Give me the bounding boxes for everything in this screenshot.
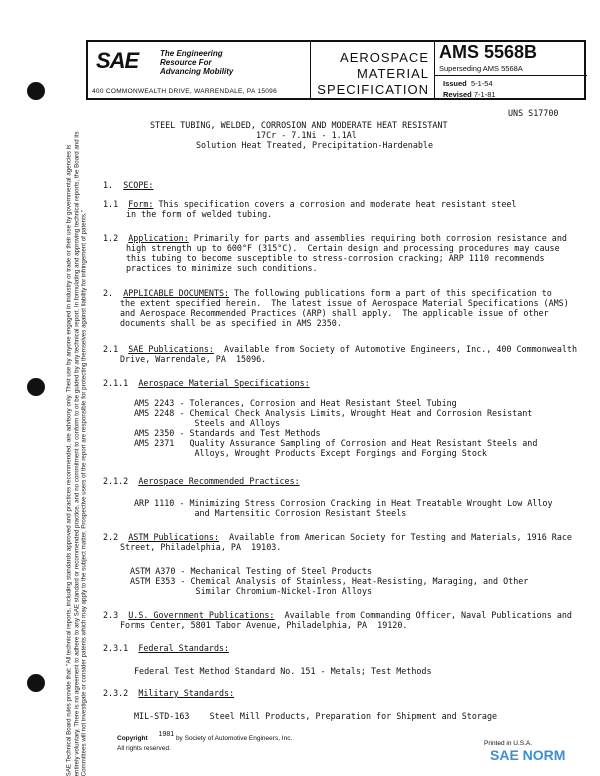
spec-header: [86, 40, 586, 100]
section-2-3-line: Forms Center, 5801 Tabor Avenue, Philadelphia, PA 19120.: [120, 620, 408, 630]
doc-type: AEROSPACE MATERIAL SPECIFICATION: [310, 42, 435, 100]
ams-list-item: Steels and Alloys: [134, 418, 281, 428]
spec-number: AMS 5568B: [439, 42, 538, 62]
astm-list-item: ASTM A370 - Mechanical Testing of Steel Products: [130, 566, 373, 576]
section-2-2: 2.2 ASTM Publications: Available from American Society for Testing and Materials, 1916 Race: [103, 532, 572, 542]
copyright: Copyright 1981 by Society of Automotive Engineers, Inc. All rights reserved.: [117, 731, 293, 752]
arp-list-item: and Martensitic Corrosion Resistant Steels: [134, 508, 407, 518]
issued-date: Issued 5-1-54: [443, 79, 493, 88]
punch-hole-top: [27, 82, 45, 100]
punch-hole-middle: [27, 378, 45, 396]
uns-number: UNS S17700: [508, 108, 559, 118]
ams-list-item: AMS 2350 - Standards and Test Methods: [134, 428, 321, 438]
section-2-1-1: 2.1.1 Aerospace Material Specifications:: [103, 378, 310, 388]
ams-list-item: AMS 2243 - Tolerances, Corrosion and Heat Resistant Steel Tubing: [134, 398, 457, 408]
ams-list-item: AMS 2371 Quality Assurance Sampling of Corrosion and Heat Resistant Steels and: [134, 438, 538, 448]
spec-id-cell: [434, 42, 587, 100]
supersedes: Superseding AMS 5568A: [439, 64, 523, 73]
arp-list-item: ARP 1110 - Minimizing Stress Corrosion Cracking in Heat Treatable Wrought Low Alloy: [134, 498, 553, 508]
section-2: 2. APPLICABLE DOCUMENTS: The following publications form a part of this specification to: [103, 288, 552, 298]
section-2-line: documents shall be as specified in AMS 2350.: [120, 318, 342, 328]
section-1-2-line: this tubing to become susceptible to stress-corrosion cracking; ARP 1110 recommends: [126, 253, 545, 263]
sae-logo: SAE: [96, 48, 139, 73]
section-2-3-2: 2.3.2 Military Standards:: [103, 688, 235, 698]
tagline: The Engineering Resource For Advancing Mobility: [160, 49, 234, 76]
section-2-3: 2.3 U.S. Government Publications: Available from Commanding Officer, Naval Publications and: [103, 610, 572, 620]
section-1-1-cont: in the form of welded tubing.: [126, 209, 273, 219]
section-1-1: 1.1 Form: This specification covers a corrosion and moderate heat resistant steel: [103, 199, 517, 209]
divider: [435, 75, 587, 76]
logo-cell: [88, 42, 310, 100]
address: 400 COMMONWEALTH DRIVE, WARRENDALE, PA 15096: [92, 88, 278, 95]
side-disclaimer: SAE Technical Board rules provide that: "All technical reports, including standards approved and practices recommended, are advisory only. Their use by anyone engaged in industry or trade or their use by governmental agencies is entirely voluntary. There is no agreement to adhere to any SAE standard or recommended practice, and no commitment to conform to or be guided by any technical report. In formulating and approving technical reports, the Board and its Committees will not investigate or consider patents which may apply to the subject matter. Prospective users of the report are responsible for protecting themselves against liability for infringement of patents.": [65, 131, 88, 776]
title-line3: Solution Heat Treated, Precipitation-Hardenable: [196, 140, 433, 150]
revised-date: Revised 7-1-81: [443, 90, 496, 99]
section-1-2-line: practices to minimize such conditions.: [126, 263, 318, 273]
section-2-2-line: Street, Philadelphia, PA 19103.: [120, 542, 282, 552]
punch-hole-bottom: [27, 674, 45, 692]
section-2-1: 2.1 SAE Publications: Available from Society of Automotive Engineers, Inc., 400 Commonwealth: [103, 344, 577, 354]
title-line1: STEEL TUBING, WELDED, CORROSION AND MODERATE HEAT RESISTANT: [150, 120, 448, 130]
section-2-line: and Aerospace Recommended Practices (ARP) shall apply. The applicable issue of other: [120, 308, 549, 318]
title-line2: 17Cr - 7.1Ni - 1.1Al: [256, 130, 357, 140]
fed-standard: Federal Test Method Standard No. 151 - Metals; Test Methods: [134, 666, 432, 676]
sae-norm-watermark: SAE NORM: [490, 747, 566, 763]
mil-standard: MIL-STD-163 Steel Mill Products, Preparation for Shipment and Storage: [134, 711, 498, 721]
section-1-heading: 1. SCOPE:: [103, 180, 154, 190]
section-2-1-line: Drive, Warrendale, PA 15096.: [120, 354, 267, 364]
section-2-line: the extent specified herein. The latest issue of Aerospace Material Specifications (AMS): [120, 298, 569, 308]
section-1-2-line: high strength up to 600°F (315°C). Certain design and processing procedures may cause: [126, 243, 560, 253]
printed-in: Printed in U.S.A.: [484, 740, 533, 747]
section-2-1-2: 2.1.2 Aerospace Recommended Practices:: [103, 476, 300, 486]
section-2-3-1: 2.3.1 Federal Standards:: [103, 643, 230, 653]
ams-list-item: AMS 2248 - Chemical Check Analysis Limits, Wrought Heat and Corrosion Resistant: [134, 408, 533, 418]
astm-list-item: ASTM E353 - Chemical Analysis of Stainless, Heat-Resisting, Maraging, and Other: [130, 576, 529, 586]
astm-list-item: Similar Chromium-Nickel-Iron Alloys: [130, 586, 373, 596]
section-1-2: 1.2 Application: Primarily for parts and assemblies requiring both corrosion resistance and: [103, 233, 567, 243]
ams-list-item: Alloys, Wrought Products Except Forgings and Forging Stock: [134, 448, 487, 458]
